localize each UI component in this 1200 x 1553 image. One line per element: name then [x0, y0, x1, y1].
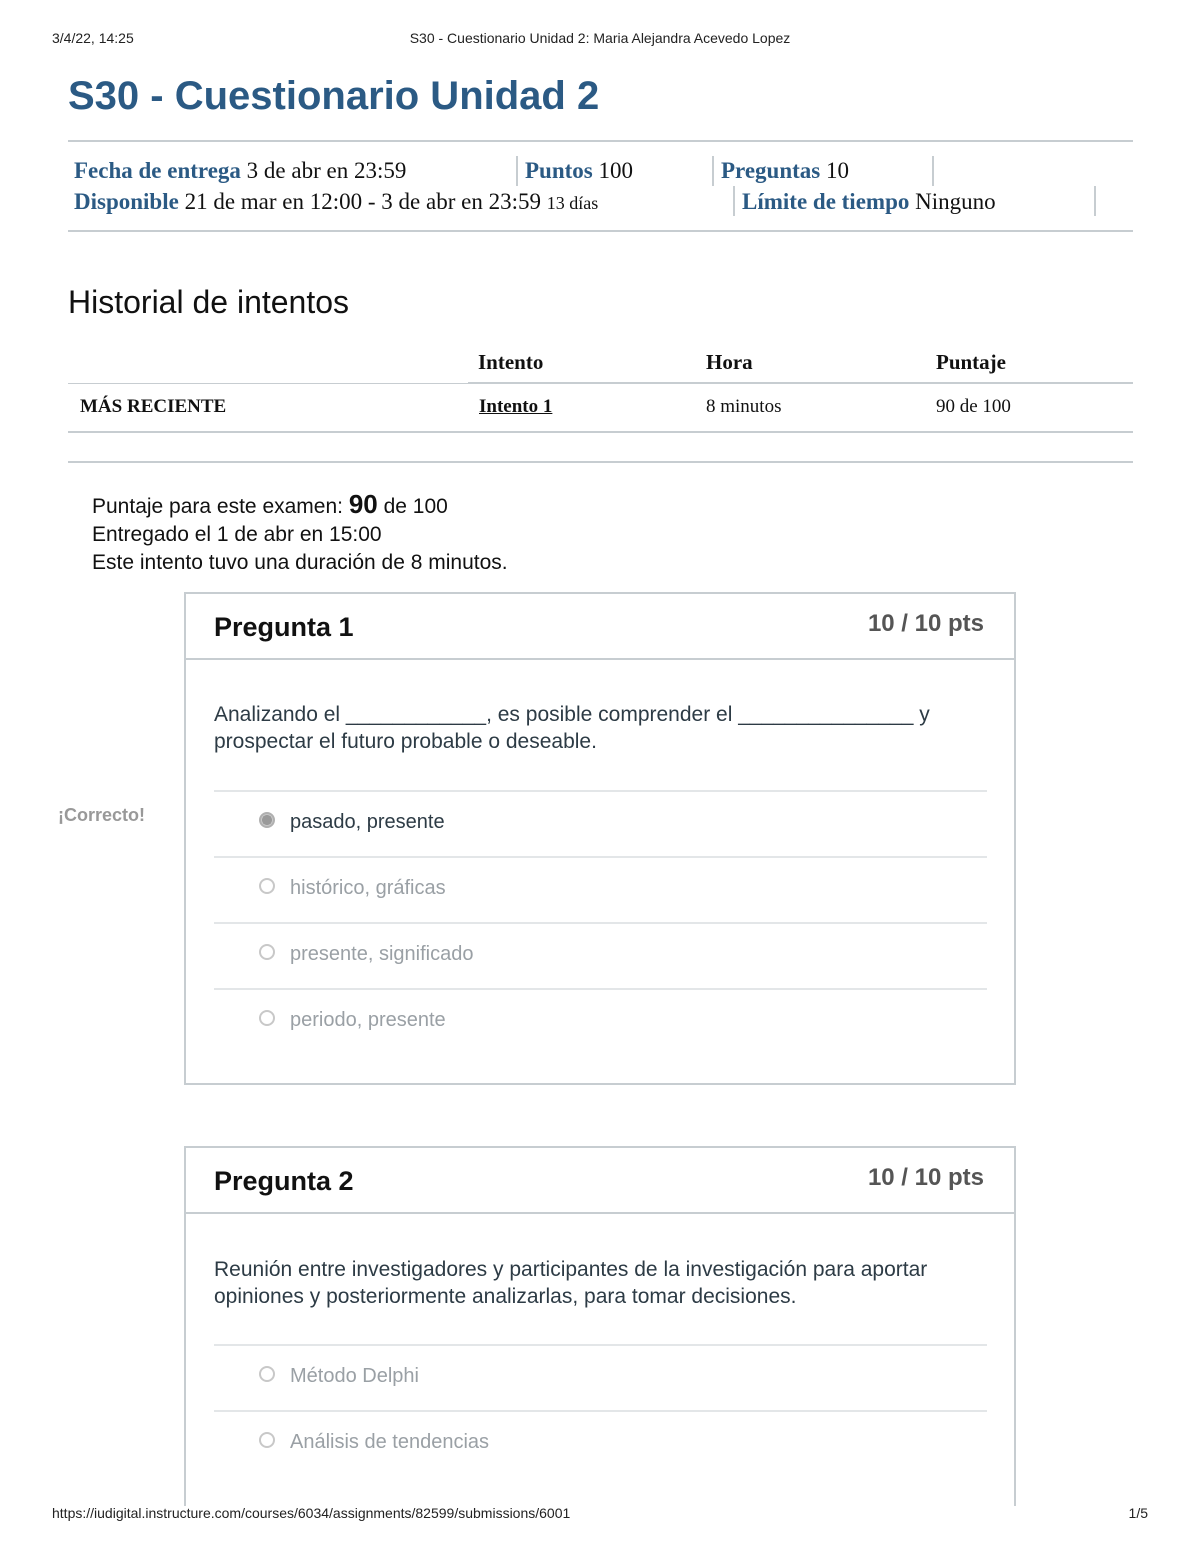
available-days: 13 días: [546, 193, 599, 213]
radio-icon[interactable]: [259, 878, 275, 894]
question-title: Pregunta 1: [214, 612, 354, 642]
history-header-time: Hora: [706, 350, 753, 374]
due-value: 3 de abr en 23:59: [246, 158, 407, 183]
submitted-line: Entregado el 1 de abr en 15:00: [92, 523, 382, 546]
time-limit: [742, 189, 996, 215]
answer-option[interactable]: [214, 988, 987, 1054]
points-label: Puntos: [525, 158, 593, 183]
radio-icon[interactable]: [259, 1366, 275, 1382]
attempt-summary: [92, 490, 508, 577]
history-row-time: 8 minutos: [706, 396, 782, 417]
question-points: 10 / 10 pts: [867, 610, 984, 637]
points-value: 100: [598, 158, 633, 183]
answer-option[interactable]: [214, 922, 987, 988]
print-page-number: 1/5: [1128, 1505, 1148, 1521]
print-timestamp: 3/4/22, 14:25: [52, 30, 134, 46]
question-1: [184, 592, 1016, 1085]
title-divider: [68, 140, 1133, 142]
answer-list: [214, 790, 987, 1054]
answer-option[interactable]: [214, 1410, 987, 1476]
due-date: [74, 158, 406, 184]
radio-icon[interactable]: [259, 1432, 275, 1448]
questions-value: 10: [826, 158, 849, 183]
meta-divider: [68, 230, 1133, 232]
answer-label: periodo, presente: [290, 1009, 446, 1031]
history-row-score: 90 de 100: [936, 396, 1011, 417]
score-line: [92, 490, 508, 521]
score-prefix: Puntaje para este examen:: [92, 495, 343, 518]
question-points: 10 / 10 pts: [867, 1164, 984, 1191]
question-header: [186, 1148, 1014, 1214]
print-document-title: S30 - Cuestionario Unidad 2: Maria Alejandra Acevedo Lopez: [409, 30, 791, 46]
print-footer: [52, 1505, 1148, 1525]
flag-connector: [184, 592, 186, 797]
score-suffix: de 100: [383, 495, 448, 518]
time-limit-value: Ninguno: [915, 189, 996, 214]
history-row-top-border: [68, 383, 1133, 384]
meta-separator: [516, 156, 518, 186]
availability: [74, 189, 598, 215]
time-limit-label: Límite de tiempo: [742, 189, 910, 214]
history-divider: [68, 431, 1133, 433]
points-info: [525, 158, 633, 184]
correct-flag: ¡Correcto!: [58, 805, 146, 825]
answer-list: [214, 1344, 987, 1476]
answer-label: Análisis de tendencias: [290, 1431, 490, 1453]
history-row-label: MÁS RECIENTE: [80, 396, 227, 417]
radio-icon[interactable]: [259, 1010, 275, 1026]
due-label: Fecha de entrega: [74, 158, 241, 183]
question-text: Reunión entre investigadores y participantes de la investigación para aportar opiniones y posteriormente analizarlas, para tomar decisiones.: [214, 1258, 928, 1308]
answer-option[interactable]: [214, 1344, 987, 1410]
attempt-link[interactable]: Intento 1: [479, 396, 553, 417]
answer-label: histórico, gráficas: [290, 877, 446, 899]
radio-selected-icon[interactable]: [259, 812, 275, 828]
print-url: https://iudigital.instructure.com/courses/6034/assignments/82599/submissions/6001: [52, 1505, 571, 1521]
print-header: [52, 30, 1148, 50]
questions-label: Preguntas: [721, 158, 821, 183]
quiz-title: S30 - Cuestionario Unidad 2: [68, 74, 600, 118]
available-value: 21 de mar en 12:00 - 3 de abr en 23:59: [184, 189, 541, 214]
meta-separator: [932, 156, 934, 186]
answer-label: presente, significado: [290, 943, 474, 965]
history-header-score: Puntaje: [936, 350, 1006, 374]
questions-info: [721, 158, 849, 184]
history-title: Historial de intentos: [68, 284, 350, 320]
meta-separator: [1094, 186, 1096, 216]
question-2: [184, 1146, 1016, 1506]
score-value: 90: [348, 489, 378, 519]
question-text: Analizando el ____________, es posible comprender el _______________ y prospectar el futuro probable o deseable.: [214, 703, 930, 753]
history-header-attempt: Intento: [478, 350, 544, 374]
answer-option[interactable]: [214, 790, 987, 856]
question-title: Pregunta 2: [214, 1166, 354, 1196]
answer-label: pasado, presente: [290, 811, 445, 833]
answer-label: Método Delphi: [290, 1365, 419, 1387]
meta-separator: [712, 156, 714, 186]
meta-separator: [733, 186, 735, 216]
answer-option[interactable]: [214, 856, 987, 922]
available-label: Disponible: [74, 189, 179, 214]
duration-line: Este intento tuvo una duración de 8 minutos.: [92, 551, 508, 574]
radio-icon[interactable]: [259, 944, 275, 960]
section-divider: [68, 461, 1133, 463]
question-header: [186, 594, 1014, 660]
